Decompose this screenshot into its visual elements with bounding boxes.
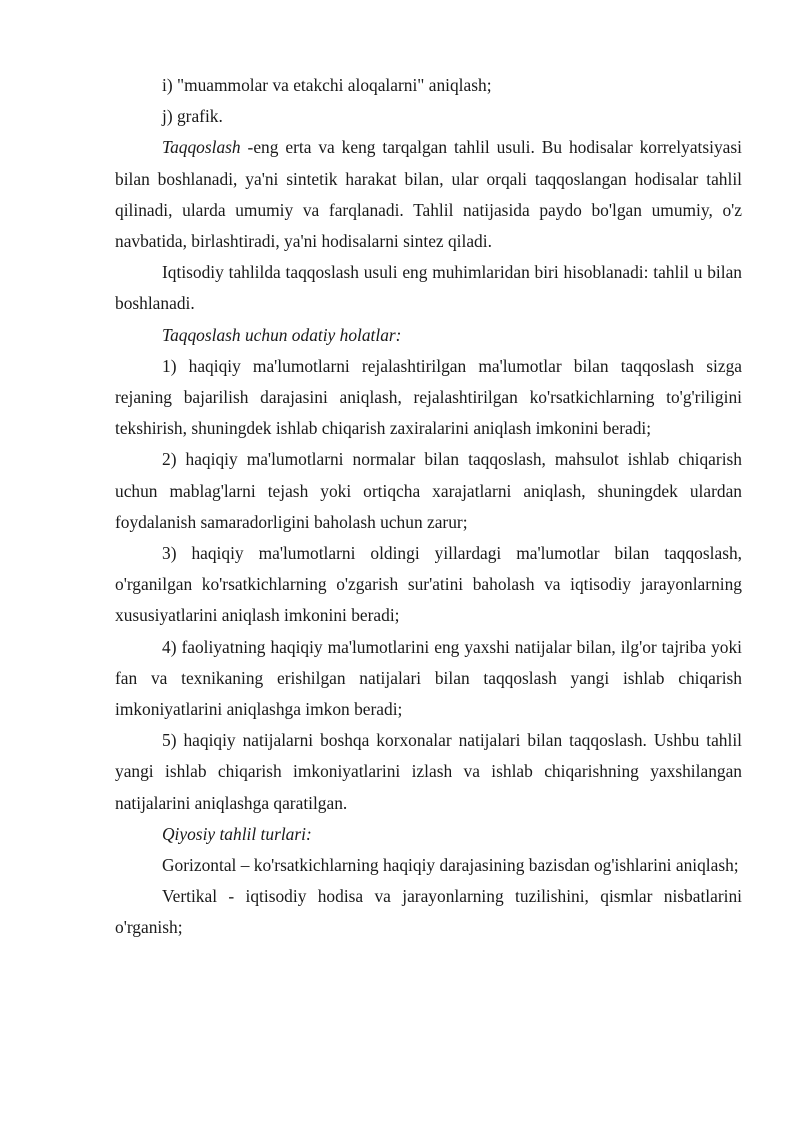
subheading-odatiy-holatlar [115, 320, 742, 351]
list-item-i [115, 70, 742, 101]
numbered-item-5-text: 5) haqiqiy natijalarni boshqa korxonalar natijalari bilan taqqoslash. Ushbu tahlil yangi ishlab chiqarish imkoniyatlarini izlash va ishlab chiqarishning yaxshilangan natijalarini aniqlashga qaratilgan. [115, 730, 742, 813]
numbered-item-2-text: 2) haqiqiy ma'lumotlarni normalar bilan taqqoslash, mahsulot ishlab chiqarish uchun mablag'larni tejash yoki ortiqcha xarajatlarni aniqlash, shuningdek ulardan foydalanish samaradorligini baholash uchun zarur; [115, 449, 742, 532]
paragraph-iqtisodiy-tahlil-text: Iqtisodiy tahlilda taqqoslash usuli eng muhimlaridan biri hisoblanadi: tahlil u bilan boshlanadi. [115, 262, 742, 314]
paragraph-taqqoslash-definition [115, 132, 742, 257]
paragraph-taqqoslash-text: -eng erta va keng tarqalgan tahlil usuli. Bu hodisalar korrelyatsiyasi bilan boshlanadi, ya'ni sintetik harakat bilan, ular orqali taqqoslangan hodisalar tahlil qilinadi, ularda umumiy va farqlanadi. Tahlil natijasida paydo bo'lgan umumiy, o'z navbatida, birlashtiradi, ya'ni hodisalarni sintez qiladi. [115, 137, 742, 252]
list-item-i-text: i) "muammolar va etakchi aloqalarni" aniqlash; [162, 75, 492, 95]
numbered-item-4 [115, 632, 742, 726]
numbered-item-4-text: 4) faoliyatning haqiqiy ma'lumotlarini eng yaxshi natijalar bilan, ilg'or tajriba yoki fan va texnikaning erishilgan natijalari bilan taqqoslash yangi ishlab chiqarish imkoniyatlarini aniqlashga imkon beradi; [115, 636, 742, 720]
list-item-j [115, 101, 742, 132]
paragraph-gorizontal [115, 850, 742, 881]
subheading-qiyosiy-tahlil [115, 819, 742, 850]
numbered-item-3-text: 3) haqiqiy ma'lumotlarni oldingi yillardagi ma'lumotlar bilan taqqoslash, o'rganilgan ko'rsatkichlarning o'zgarish sur'atini baholash va iqtisodiy jarayonlarning xususiyatlarini aniqlash imkonini beradi; [115, 543, 742, 626]
term-taqqoslash: Taqqoslash [162, 137, 241, 158]
paragraph-gorizontal-text: Gorizontal – ko'rsatkichlarning haqiqiy darajasining bazisdan og'ishlarini aniqlash; [162, 855, 739, 876]
numbered-item-2 [115, 444, 742, 538]
numbered-item-1-text: 1) haqiqiy ma'lumotlarni rejalashtirilgan ma'lumotlar bilan taqqoslash sizga rejaning bajarilish darajasini aniqlash, rejalashtirilgan ko'rsatkichlarning to'g'riligini tekshirish, shuningdek ishlab chiqarish zaxiralarini aniqlash imkonini beradi; [115, 355, 742, 439]
numbered-item-3 [115, 538, 742, 632]
list-item-j-text: j) grafik. [162, 106, 223, 127]
paragraph-vertikal [115, 881, 742, 943]
paragraph-vertikal-text: Vertikal - iqtisodiy hodisa va jarayonlarning tuzilishini, qismlar nisbatlarini o'rganish; [115, 886, 742, 938]
numbered-item-1 [115, 351, 742, 445]
document-body [115, 70, 742, 944]
subheading-odatiy-holatlar-text: Taqqoslash uchun odatiy holatlar: [162, 324, 402, 345]
subheading-qiyosiy-tahlil-text: Qiyosiy tahlil turlari: [162, 823, 312, 844]
paragraph-iqtisodiy-tahlil [115, 257, 742, 319]
numbered-item-5 [115, 725, 742, 819]
